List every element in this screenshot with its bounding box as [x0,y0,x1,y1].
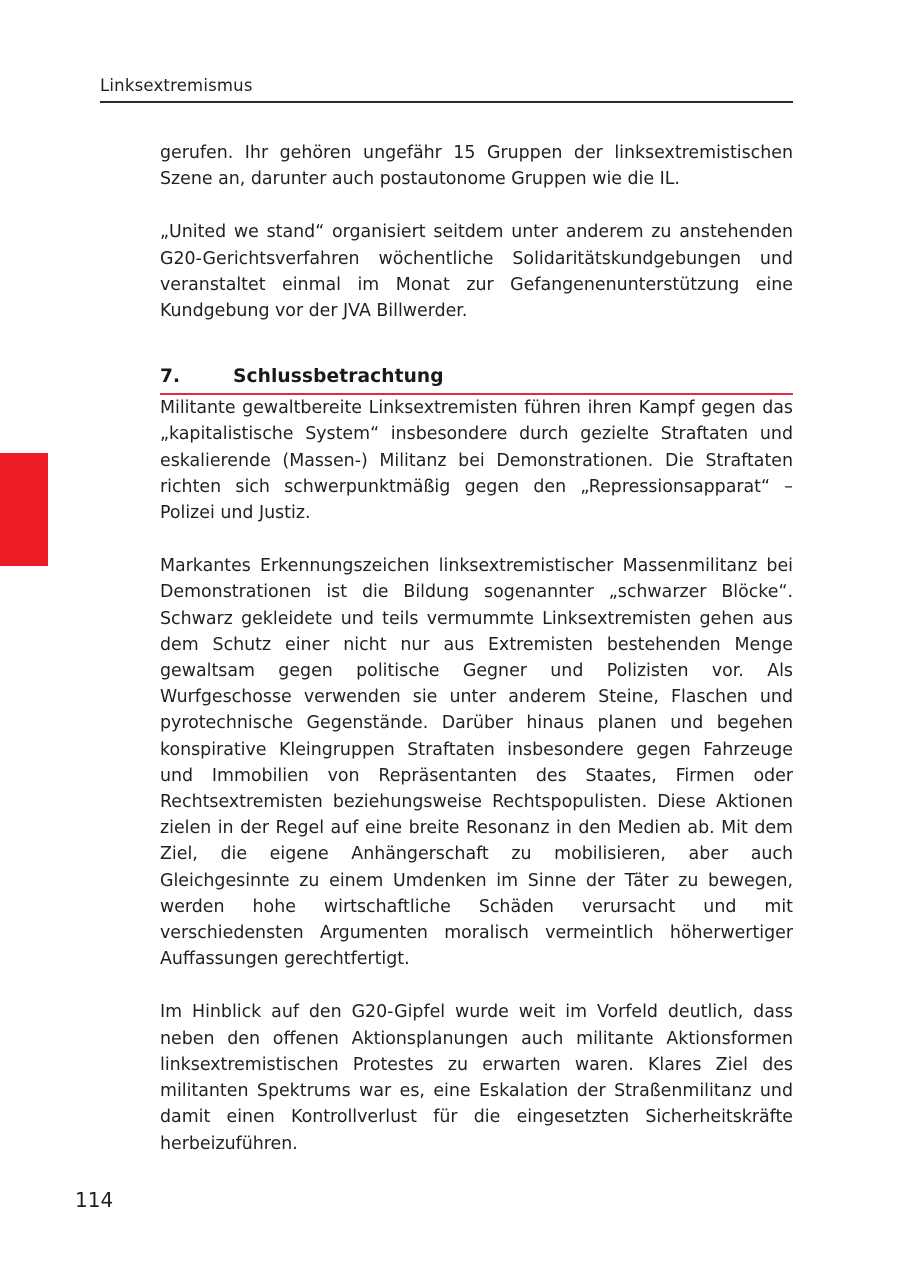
running-header-title: Linksextremismus [100,76,253,95]
section-title: Schlussbetrachtung [233,366,444,388]
section-number: 7. [160,366,181,388]
page-number: 114 [75,1188,114,1212]
paragraph: „United we stand“ organisiert seitdem unter anderem zu anstehenden G20-Gerichtsverfahren wöchentliche Solidaritätskundgebungen und veranstaltet einmal im Monat zur Gefangenenunterstützung eine Kundgebung vor der JVA Billwerder. [160,222,793,322]
text-column [160,140,793,1157]
section-heading [160,365,793,395]
running-header-rule [100,101,793,103]
paragraph: Im Hinblick auf den G20-Gipfel wurde weit im Vorfeld deutlich, dass neben den offenen Aktionsplanungen auch militante Aktionsformen linksextremistischen Protestes zu erwarten waren. Klares Ziel des militanten Spektrums war es, eine Eskalation der Straßenmilitanz und damit einen Kontrollverlust für die eingesetzten Sicherheitskräfte herbeizuführen. [160,1002,793,1154]
running-header [100,76,793,103]
paragraph: gerufen. Ihr gehören ungefähr 15 Gruppen der linksextremistischen Szene an, darunter auch postautonome Gruppen wie die IL. [160,143,793,190]
paragraph: Markantes Erkennungszeichen linksextremistischer Massenmilitanz bei Demonstrationen ist die Bildung sogenannter „schwarzer Blöcke“. Schwarz gekleidete und teils vermummte Linksextremisten gehen aus dem Schutz einer nicht nur aus Extremisten bestehenden Menge gewaltsam gegen politische Gegner und Polizisten vor. Als Wurfgeschosse verwenden sie unter anderem Steine, Flaschen und pyrotechnische Gegenstände. Darüber hinaus planen und begehen konspirative Kleingruppen Straftaten insbesondere gegen Fahrzeuge und Immobilien von Repräsentanten des Staates, Firmen oder Rechtsextremisten beziehungsweise Rechtspopulisten. Diese Aktionen zielen in der Regel auf eine breite Resonanz in den Medien ab. Mit dem Ziel, die eigene Anhängerschaft zu mobilisieren, aber auch Gleichgesinnte zu einem Umdenken im Sinne der Täter zu bewegen, werden hohe wirtschaftliche Schäden verursacht und mit verschiedensten Argumenten moralisch vermeintlich höherwertiger Auffassungen gerechtfertigt. [160,556,793,970]
section-heading-row [160,365,793,393]
paragraph: Militante gewaltbereite Linksextremisten führen ihren Kampf gegen das „kapitalistische System“ insbesondere durch gezielte Straftaten und eskalierende (Massen-) Militanz bei Demonstrationen. Die Straftaten richten sich schwerpunktmäßig gegen den „Repressionsapparat“ – Polizei und Justiz. [160,398,793,524]
chapter-edge-tab [0,453,48,566]
